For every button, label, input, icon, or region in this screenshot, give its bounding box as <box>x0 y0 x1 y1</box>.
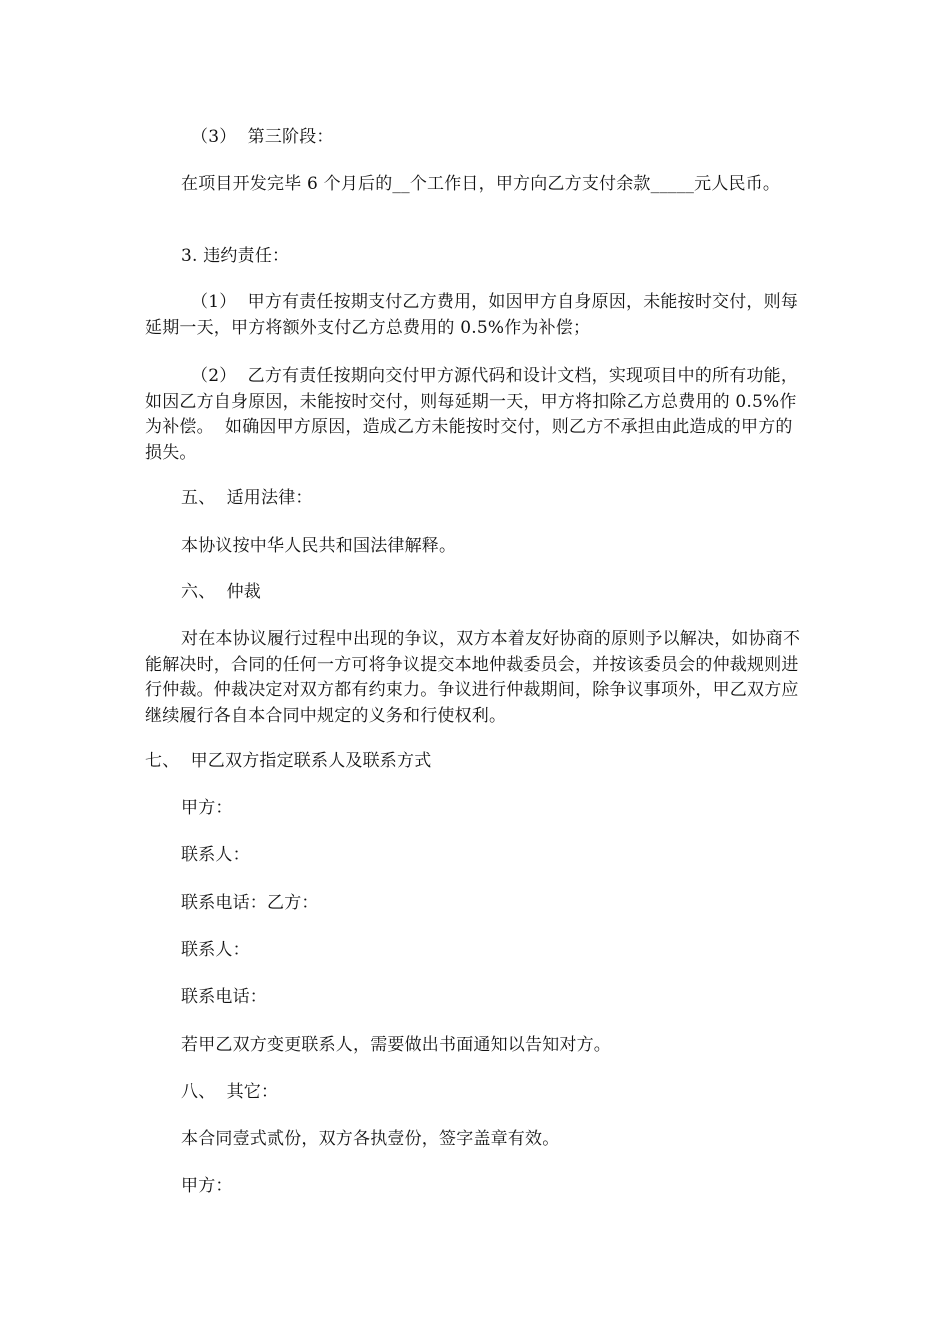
applicable-law-paragraph: 本协议按中华人民共和国法律解释。 <box>181 536 457 556</box>
contact-person-a: 联系人： <box>181 845 250 865</box>
contact-person-b: 联系人： <box>181 940 250 960</box>
contact-change-notice: 若甲乙双方变更联系人，需要做出书面通知以告知对方。 <box>181 1035 611 1055</box>
contacts-heading: 七、 甲乙双方指定联系人及联系方式 <box>145 751 432 771</box>
party-a-label: 甲方： <box>181 798 233 818</box>
stage-three-heading: （3） 第三阶段： <box>191 127 334 147</box>
contact-phone-a-party-b: 联系电话：乙方： <box>181 893 319 913</box>
contact-phone-b: 联系电话： <box>181 987 267 1007</box>
breach-clause-party-a: （1） 甲方有责任按期支付乙方费用，如因甲方自身原因，未能按时交付，则每延期一天，甲方将额外支付乙方总费用的 0.5%作为补偿； <box>145 292 799 338</box>
applicable-law-heading: 五、 适用法律： <box>181 488 313 508</box>
arbitration-paragraph: 对在本协议履行过程中出现的争议，双方本着友好协商的原则予以解决，如协商不能解决时，合同的任何一方可将争议提交本地仲裁委员会，并按该委员会的仲裁规则进行仲裁。仲裁决定对双方都有约束力。争议进行仲裁期间，除争议事项外，甲乙双方应继续履行各自本合同中规定的义务和行使权利。 <box>145 629 801 726</box>
breach-clause-party-b: （2） 乙方有责任按期向交付甲方源代码和设计文档，实现项目中的所有功能，如因乙方自身原因，未能按时交付，则每延期一天，甲方将扣除乙方总费用的 0.5%作为补偿。 如确因甲方原因，造成乙方未能按时交付，则乙方不承担由此造成的甲方的损失。 <box>145 366 799 463</box>
signature-party-a: 甲方： <box>181 1176 233 1196</box>
other-heading: 八、 其它： <box>181 1082 279 1102</box>
stage-three-payment-paragraph: 在项目开发完毕 6 个月后的__个工作日，甲方向乙方支付余款_____元人民币。 <box>181 174 781 194</box>
breach-liability-heading: 3. 违约责任： <box>181 246 290 266</box>
copies-paragraph: 本合同壹式贰份，双方各执壹份，签字盖章有效。 <box>181 1129 560 1149</box>
arbitration-heading: 六、 仲裁 <box>181 582 262 602</box>
